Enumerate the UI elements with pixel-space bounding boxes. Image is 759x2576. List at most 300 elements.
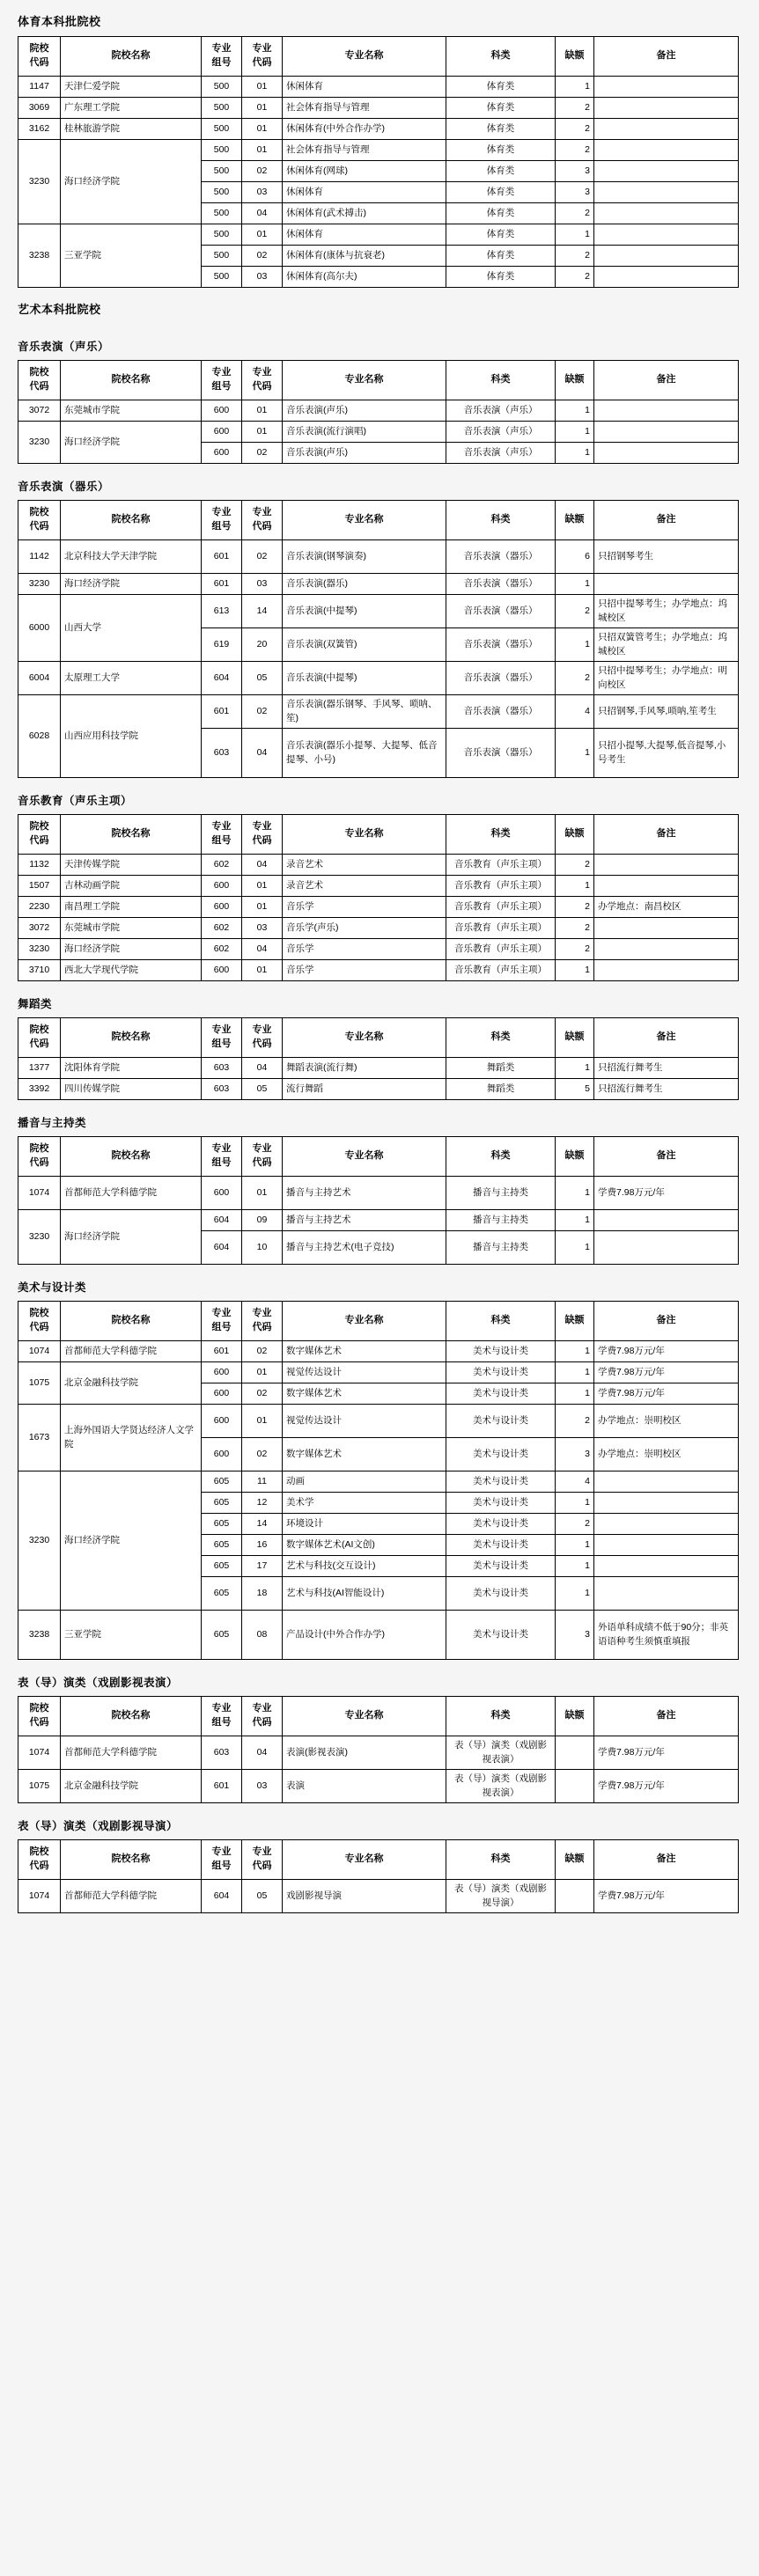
cell-school-name: 海口经济学院 [61, 939, 202, 960]
cell-remark [594, 246, 739, 267]
cell-group-no: 601 [202, 574, 242, 595]
cell-major-code: 01 [242, 897, 283, 918]
cell-major-name: 休闲体育(康体与抗衰老) [283, 246, 446, 267]
th-major-code: 专业 代码 [242, 1302, 283, 1341]
cell-school-name: 太原理工大学 [61, 662, 202, 695]
cell-vacancy: 2 [556, 119, 594, 140]
cell-school-name: 广东理工学院 [61, 98, 202, 119]
cell-major-name: 美术学 [283, 1493, 446, 1514]
th-major-name: 专业名称 [283, 1137, 446, 1177]
cell-vacancy: 4 [556, 695, 594, 729]
cell-major-name: 音乐表演(双簧管) [283, 628, 446, 662]
cell-remark [594, 267, 739, 288]
th-major-name: 专业名称 [283, 1840, 446, 1880]
cell-school-code: 6004 [18, 662, 61, 695]
cell-category: 音乐教育（声乐主项） [446, 855, 556, 876]
cell-major-code: 09 [242, 1210, 283, 1231]
cell-major-name: 数字媒体艺术 [283, 1438, 446, 1471]
th-vacancy: 缺额 [556, 37, 594, 77]
cell-major-name: 音乐表演(器乐) [283, 574, 446, 595]
cell-group-no: 600 [202, 1405, 242, 1438]
cell-remark [594, 1493, 739, 1514]
th-school-code: 院校 代码 [18, 1697, 61, 1736]
th-school-code: 院校 代码 [18, 1302, 61, 1341]
cell-major-name: 社会体育指导与管理 [283, 140, 446, 161]
cell-school-name: 东莞城市学院 [61, 400, 202, 422]
cell-vacancy: 2 [556, 1514, 594, 1535]
cell-group-no: 500 [202, 246, 242, 267]
cell-school-code: 3238 [18, 224, 61, 288]
cell-vacancy: 1 [556, 224, 594, 246]
th-major-code: 专业 代码 [242, 1697, 283, 1736]
cell-category: 音乐表演（器乐） [446, 540, 556, 574]
cell-vacancy: 1 [556, 1362, 594, 1383]
cell-school-name: 三亚学院 [61, 1611, 202, 1660]
cell-vacancy: 1 [556, 1341, 594, 1362]
cell-category: 体育类 [446, 267, 556, 288]
th-remark: 备注 [594, 37, 739, 77]
th-remark: 备注 [594, 1840, 739, 1880]
cell-school-code: 1074 [18, 1736, 61, 1770]
cell-major-name: 音乐表演(声乐) [283, 443, 446, 464]
th-remark: 备注 [594, 501, 739, 540]
cell-category: 体育类 [446, 98, 556, 119]
cell-major-code: 11 [242, 1471, 283, 1493]
cell-group-no: 604 [202, 1880, 242, 1913]
cell-remark: 只招小提琴,大提琴,低音提琴,小号考生 [594, 729, 739, 778]
th-category: 科类 [446, 361, 556, 400]
cell-remark: 只招中提琴考生；办学地点：明向校区 [594, 662, 739, 695]
table-header-row [18, 815, 739, 855]
subsection-title: 音乐教育（声乐主项） [18, 795, 133, 807]
cell-major-code: 03 [242, 918, 283, 939]
th-major-code: 专业 代码 [242, 361, 283, 400]
cell-vacancy: 3 [556, 1438, 594, 1471]
cell-vacancy: 2 [556, 897, 594, 918]
cell-group-no: 602 [202, 855, 242, 876]
cell-major-code: 01 [242, 98, 283, 119]
cell-school-name: 东莞城市学院 [61, 918, 202, 939]
cell-major-code: 02 [242, 1438, 283, 1471]
th-category: 科类 [446, 1018, 556, 1058]
cell-category: 音乐教育（声乐主项） [446, 876, 556, 897]
th-group-no: 专业 组号 [202, 501, 242, 540]
th-vacancy: 缺额 [556, 1137, 594, 1177]
table-row [18, 422, 739, 443]
cell-major-code: 20 [242, 628, 283, 662]
cell-remark: 学费7.98万元/年 [594, 1383, 739, 1405]
cell-category: 体育类 [446, 77, 556, 98]
table-row [18, 1880, 739, 1913]
cell-remark [594, 918, 739, 939]
th-vacancy: 缺额 [556, 1840, 594, 1880]
cell-category: 音乐教育（声乐主项） [446, 960, 556, 981]
th-remark: 备注 [594, 1018, 739, 1058]
cell-school-name: 首都师范大学科德学院 [61, 1177, 202, 1210]
cell-remark [594, 119, 739, 140]
th-category: 科类 [446, 1302, 556, 1341]
cell-vacancy: 2 [556, 662, 594, 695]
cell-remark [594, 1210, 739, 1231]
cell-major-name: 艺术与科技(交互设计) [283, 1556, 446, 1577]
cell-major-code: 01 [242, 1362, 283, 1383]
cell-major-name: 音乐学 [283, 960, 446, 981]
cell-group-no: 600 [202, 400, 242, 422]
cell-school-code: 1673 [18, 1405, 61, 1471]
cell-remark: 只招钢琴考生 [594, 540, 739, 574]
cell-school-code: 3230 [18, 140, 61, 224]
cell-major-name: 视觉传达设计 [283, 1405, 446, 1438]
cell-school-name: 北京金融科技学院 [61, 1362, 202, 1405]
cell-remark: 学费7.98万元/年 [594, 1341, 739, 1362]
th-category: 科类 [446, 1137, 556, 1177]
cell-school-code: 6000 [18, 595, 61, 662]
th-school-code: 院校 代码 [18, 815, 61, 855]
cell-vacancy [556, 1736, 594, 1770]
th-major-name: 专业名称 [283, 361, 446, 400]
th-vacancy: 缺额 [556, 361, 594, 400]
table-row [18, 695, 739, 729]
cell-school-code: 3230 [18, 422, 61, 464]
cell-major-code: 01 [242, 876, 283, 897]
cell-major-code: 04 [242, 939, 283, 960]
cell-major-code: 05 [242, 1079, 283, 1100]
cell-major-code: 17 [242, 1556, 283, 1577]
th-school-name: 院校名称 [61, 1137, 202, 1177]
cell-group-no: 500 [202, 224, 242, 246]
cell-major-code: 01 [242, 140, 283, 161]
cell-group-no: 601 [202, 540, 242, 574]
cell-school-code: 3230 [18, 939, 61, 960]
cell-major-code: 02 [242, 443, 283, 464]
cell-group-no: 600 [202, 422, 242, 443]
table-row [18, 98, 739, 119]
section-title: 艺术本科批院校 [18, 303, 101, 316]
cell-major-name: 休闲体育 [283, 182, 446, 203]
cell-remark [594, 182, 739, 203]
cell-vacancy: 1 [556, 1210, 594, 1231]
cell-remark: 外语单科成绩不低于90分；非英语语种考生须慎重填报 [594, 1611, 739, 1660]
cell-remark: 学费7.98万元/年 [594, 1736, 739, 1770]
cell-major-name: 表演 [283, 1770, 446, 1803]
cell-major-code: 02 [242, 246, 283, 267]
cell-major-code: 08 [242, 1611, 283, 1660]
cell-school-code: 3072 [18, 918, 61, 939]
cell-category: 舞蹈类 [446, 1058, 556, 1079]
cell-remark [594, 574, 739, 595]
th-group-no: 专业 组号 [202, 815, 242, 855]
cell-category: 音乐教育（声乐主项） [446, 939, 556, 960]
cell-group-no: 500 [202, 77, 242, 98]
cell-group-no: 603 [202, 1079, 242, 1100]
cell-major-code: 03 [242, 574, 283, 595]
vacancy-table [18, 1136, 739, 1265]
cell-major-code: 04 [242, 729, 283, 778]
th-vacancy: 缺额 [556, 1302, 594, 1341]
table-row [18, 897, 739, 918]
th-remark: 备注 [594, 1137, 739, 1177]
cell-major-code: 05 [242, 662, 283, 695]
cell-vacancy: 2 [556, 203, 594, 224]
table-row [18, 1058, 739, 1079]
cell-vacancy [556, 1880, 594, 1913]
cell-school-name: 吉林动画学院 [61, 876, 202, 897]
table-row [18, 662, 739, 695]
th-school-code: 院校 代码 [18, 1137, 61, 1177]
cell-school-code: 3238 [18, 1611, 61, 1660]
cell-major-name: 音乐表演(器乐小提琴、大提琴、低音提琴、小号) [283, 729, 446, 778]
cell-school-code: 3072 [18, 400, 61, 422]
subsection-title: 播音与主持类 [18, 1117, 87, 1129]
cell-school-name: 首都师范大学科德学院 [61, 1880, 202, 1913]
cell-group-no: 600 [202, 1383, 242, 1405]
cell-major-code: 05 [242, 1880, 283, 1913]
cell-vacancy: 1 [556, 574, 594, 595]
cell-group-no: 600 [202, 443, 242, 464]
table-header-row [18, 37, 739, 77]
cell-school-name: 天津传媒学院 [61, 855, 202, 876]
cell-school-name: 南昌理工学院 [61, 897, 202, 918]
cell-major-name: 休闲体育(中外合作办学) [283, 119, 446, 140]
cell-school-code: 1074 [18, 1177, 61, 1210]
cell-remark [594, 876, 739, 897]
th-school-code: 院校 代码 [18, 37, 61, 77]
cell-major-name: 音乐学(声乐) [283, 918, 446, 939]
table-row [18, 1770, 739, 1803]
cell-vacancy: 1 [556, 400, 594, 422]
vacancy-table [18, 500, 739, 778]
cell-category: 体育类 [446, 182, 556, 203]
cell-major-name: 休闲体育(高尔夫) [283, 267, 446, 288]
cell-major-name: 休闲体育(武术搏击) [283, 203, 446, 224]
table-row [18, 1405, 739, 1438]
cell-group-no: 500 [202, 203, 242, 224]
cell-remark [594, 224, 739, 246]
cell-vacancy: 3 [556, 161, 594, 182]
th-category: 科类 [446, 1697, 556, 1736]
cell-major-code: 01 [242, 1405, 283, 1438]
cell-major-code: 02 [242, 1341, 283, 1362]
cell-major-code: 18 [242, 1577, 283, 1611]
cell-group-no: 604 [202, 1231, 242, 1265]
table-row [18, 1210, 739, 1231]
th-category: 科类 [446, 37, 556, 77]
cell-school-code: 3710 [18, 960, 61, 981]
cell-school-name: 四川传媒学院 [61, 1079, 202, 1100]
th-major-code: 专业 代码 [242, 37, 283, 77]
th-major-code: 专业 代码 [242, 1137, 283, 1177]
cell-major-name: 播音与主持艺术 [283, 1210, 446, 1231]
vacancy-table [18, 1301, 739, 1660]
th-school-name: 院校名称 [61, 361, 202, 400]
cell-school-code: 1074 [18, 1880, 61, 1913]
cell-major-code: 02 [242, 1383, 283, 1405]
cell-major-name: 视觉传达设计 [283, 1362, 446, 1383]
cell-major-code: 01 [242, 1177, 283, 1210]
cell-remark [594, 98, 739, 119]
cell-school-name: 天津仁爱学院 [61, 77, 202, 98]
table-row [18, 1362, 739, 1383]
cell-category: 音乐教育（声乐主项） [446, 918, 556, 939]
cell-major-name: 数字媒体艺术(AI文创) [283, 1535, 446, 1556]
cell-major-name: 动画 [283, 1471, 446, 1493]
th-category: 科类 [446, 1840, 556, 1880]
table-row [18, 1611, 739, 1660]
cell-category: 体育类 [446, 224, 556, 246]
table-header-row [18, 1840, 739, 1880]
cell-group-no: 604 [202, 1210, 242, 1231]
cell-major-name: 播音与主持艺术 [283, 1177, 446, 1210]
cell-category: 舞蹈类 [446, 1079, 556, 1100]
cell-remark: 办学地点：崇明校区 [594, 1438, 739, 1471]
cell-school-name: 北京金融科技学院 [61, 1770, 202, 1803]
cell-category: 美术与设计类 [446, 1556, 556, 1577]
cell-school-code: 3069 [18, 98, 61, 119]
cell-school-name: 沈阳体育学院 [61, 1058, 202, 1079]
table-row [18, 960, 739, 981]
cell-major-code: 04 [242, 855, 283, 876]
cell-school-code: 3230 [18, 574, 61, 595]
th-category: 科类 [446, 815, 556, 855]
cell-major-name: 音乐学 [283, 939, 446, 960]
cell-category: 美术与设计类 [446, 1471, 556, 1493]
th-major-name: 专业名称 [283, 815, 446, 855]
table-header-row [18, 1137, 739, 1177]
cell-major-code: 02 [242, 540, 283, 574]
cell-vacancy: 1 [556, 876, 594, 897]
th-major-code: 专业 代码 [242, 501, 283, 540]
cell-vacancy: 1 [556, 1493, 594, 1514]
cell-vacancy: 1 [556, 960, 594, 981]
cell-vacancy: 1 [556, 1577, 594, 1611]
th-school-name: 院校名称 [61, 1302, 202, 1341]
cell-school-name: 三亚学院 [61, 224, 202, 288]
cell-remark: 办学地点：南昌校区 [594, 897, 739, 918]
cell-vacancy: 2 [556, 246, 594, 267]
cell-major-code: 04 [242, 1058, 283, 1079]
cell-major-name: 表演(影视表演) [283, 1736, 446, 1770]
cell-vacancy [556, 1770, 594, 1803]
table-row [18, 595, 739, 628]
cell-category: 体育类 [446, 246, 556, 267]
th-remark: 备注 [594, 361, 739, 400]
cell-group-no: 602 [202, 939, 242, 960]
vacancy-table [18, 1839, 739, 1913]
th-major-name: 专业名称 [283, 37, 446, 77]
table-header-row [18, 361, 739, 400]
cell-major-name: 音乐表演(中提琴) [283, 595, 446, 628]
th-major-code: 专业 代码 [242, 1840, 283, 1880]
table-row [18, 1341, 739, 1362]
cell-school-name: 上海外国语大学贤达经济人文学院 [61, 1405, 202, 1471]
cell-vacancy: 2 [556, 855, 594, 876]
table-row [18, 119, 739, 140]
cell-major-code: 01 [242, 77, 283, 98]
cell-category: 体育类 [446, 203, 556, 224]
cell-major-name: 舞蹈表演(流行舞) [283, 1058, 446, 1079]
cell-school-name: 海口经济学院 [61, 1471, 202, 1611]
cell-remark [594, 960, 739, 981]
cell-group-no: 600 [202, 960, 242, 981]
cell-vacancy: 4 [556, 1471, 594, 1493]
th-school-code: 院校 代码 [18, 501, 61, 540]
cell-vacancy: 1 [556, 1383, 594, 1405]
cell-category: 美术与设计类 [446, 1438, 556, 1471]
cell-school-name: 北京科技大学天津学院 [61, 540, 202, 574]
cell-major-name: 录音艺术 [283, 876, 446, 897]
cell-group-no: 500 [202, 98, 242, 119]
th-group-no: 专业 组号 [202, 37, 242, 77]
cell-remark: 只招钢琴,手风琴,唢呐,笙考生 [594, 695, 739, 729]
cell-group-no: 605 [202, 1556, 242, 1577]
cell-remark [594, 161, 739, 182]
cell-major-name: 产品设计(中外合作办学) [283, 1611, 446, 1660]
th-major-name: 专业名称 [283, 1697, 446, 1736]
cell-school-name: 西北大学现代学院 [61, 960, 202, 981]
cell-category: 播音与主持类 [446, 1210, 556, 1231]
subsection-title: 表（导）演类（戏剧影视导演） [18, 1820, 179, 1832]
cell-group-no: 500 [202, 140, 242, 161]
cell-group-no: 605 [202, 1611, 242, 1660]
th-school-name: 院校名称 [61, 1840, 202, 1880]
cell-school-code: 1507 [18, 876, 61, 897]
cell-major-name: 戏剧影视导演 [283, 1880, 446, 1913]
cell-remark: 办学地点：崇明校区 [594, 1405, 739, 1438]
th-group-no: 专业 组号 [202, 1697, 242, 1736]
cell-major-name: 音乐表演(器乐钢琴、手风琴、唢呐、笙) [283, 695, 446, 729]
th-remark: 备注 [594, 1697, 739, 1736]
th-group-no: 专业 组号 [202, 1018, 242, 1058]
table-row [18, 224, 739, 246]
th-remark: 备注 [594, 815, 739, 855]
cell-major-name: 录音艺术 [283, 855, 446, 876]
cell-category: 音乐表演（器乐） [446, 695, 556, 729]
cell-major-code: 16 [242, 1535, 283, 1556]
section-title: 体育本科批院校 [18, 15, 101, 28]
th-school-name: 院校名称 [61, 37, 202, 77]
cell-vacancy: 1 [556, 628, 594, 662]
cell-remark [594, 1231, 739, 1265]
cell-category: 音乐表演（器乐） [446, 595, 556, 628]
vacancy-table [18, 360, 739, 464]
cell-category: 美术与设计类 [446, 1535, 556, 1556]
cell-remark [594, 77, 739, 98]
cell-school-code: 1142 [18, 540, 61, 574]
cell-remark: 学费7.98万元/年 [594, 1880, 739, 1913]
th-school-name: 院校名称 [61, 815, 202, 855]
th-remark: 备注 [594, 1302, 739, 1341]
cell-vacancy: 2 [556, 918, 594, 939]
table-row [18, 855, 739, 876]
cell-major-code: 01 [242, 224, 283, 246]
cell-vacancy: 1 [556, 1177, 594, 1210]
cell-category: 美术与设计类 [446, 1383, 556, 1405]
cell-vacancy: 2 [556, 98, 594, 119]
cell-remark [594, 855, 739, 876]
cell-vacancy: 1 [556, 422, 594, 443]
th-category: 科类 [446, 501, 556, 540]
cell-category: 美术与设计类 [446, 1577, 556, 1611]
cell-category: 音乐表演（声乐） [446, 422, 556, 443]
cell-vacancy: 2 [556, 1405, 594, 1438]
th-school-name: 院校名称 [61, 501, 202, 540]
cell-major-name: 休闲体育(网球) [283, 161, 446, 182]
cell-remark: 学费7.98万元/年 [594, 1177, 739, 1210]
table-row [18, 400, 739, 422]
th-vacancy: 缺额 [556, 815, 594, 855]
cell-vacancy: 1 [556, 729, 594, 778]
cell-major-code: 03 [242, 182, 283, 203]
